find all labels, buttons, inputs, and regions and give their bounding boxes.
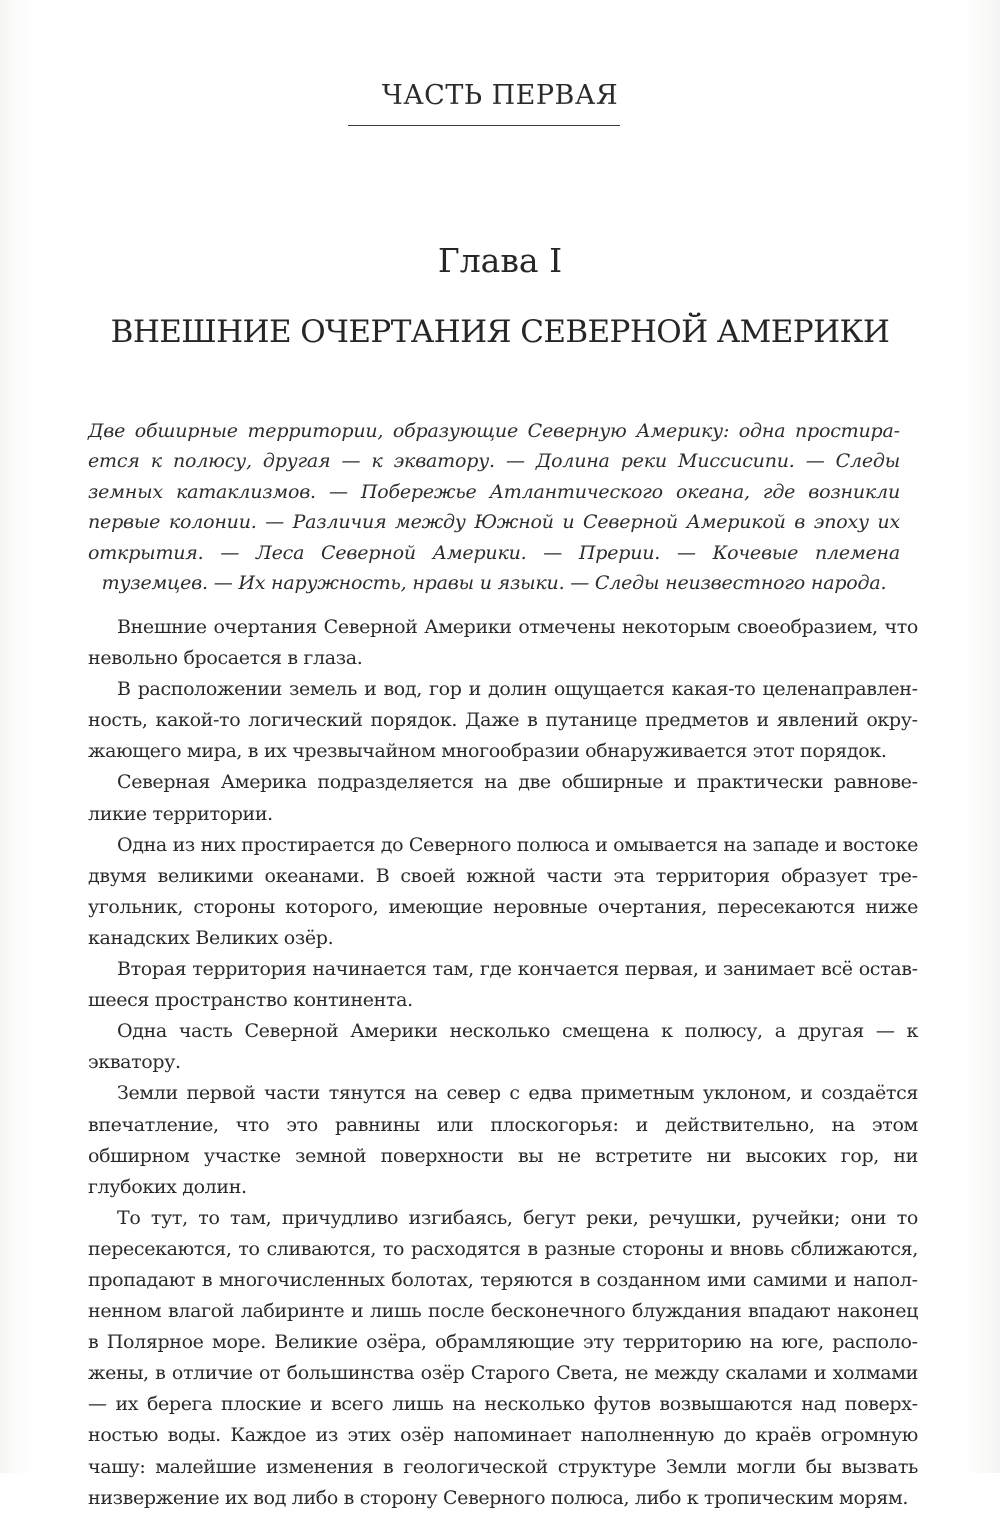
part-title: ЧАСТЬ ПЕРВАЯ	[381, 80, 619, 111]
paragraph: Северная Америка подразделяется на две обширные и практически равновеликие территории.	[88, 771, 918, 825]
paragraph: Земли первой части тянутся на север с едва приметным уклоном, и создаётся впечатление, что это равнины или плоскогорья: и действительно, на этом обширном участке земной поверхности вы не встретите ни высоких гор, ни глубоких долин.	[88, 1082, 918, 1198]
chapter-title: ВНЕШНИЕ ОЧЕРТАНИЯ СЕВЕРНОЙ АМЕРИКИ	[110, 314, 890, 350]
paragraph: Вторая территория начинается там, где кончается первая, и занимает всё оставшееся пространство континента.	[88, 958, 918, 1012]
body-text	[88, 612, 918, 1514]
paragraph: То тут, то там, причудливо изгибаясь, бегут реки, речушки, ручейки; они то пересекаются, то сливаются, то расходятся в разные стороны и вновь сближаются, пропадают в многочисленных болотах, теряются в созданном ими самими и наполненном влагой лабиринте и лишь после бесконечного блуждания впадают наконец в Полярное море. Великие озёра, обрамляющие эту территорию на юге, расположены, в отличие от большинства озёр Старого Света, не между скалами и холмами — их берега плоские и всего лишь на несколько футов возвышаются над поверхностью воды. Каждое из этих озёр напоминает наполненную до краёв огромную чашу: малейшие изменения в геологической структуре Земли могли бы вызвать низвержение их вод либо в сторону Северного полюса, либо к тропическим морям.	[88, 1206, 918, 1509]
paragraph: В расположении земель и вод, гор и долин ощущается какая-то целенаправленность, какой-то логический порядок. Даже в путанице предметов и явлений окружающего мира, в их чрезвычайном многообразии обнаруживается этот порядок.	[88, 678, 918, 763]
chapter-summary: Две обширные территории, образующие Северную Америку: одна простирается к полюсу, другая — к экватору. — Долина реки Миссисипи. — Следы земных катаклизмов. — Побережье Атлантического океана, где возникли первые колонии. — Различия между Южной и Северной Америкой в эпоху их открытия. — Леса Северной Америки. — Прерии. — Кочевые племена туземцев. — Их наружность, нравы и языки. — Следы неизвестного народа.	[88, 420, 900, 595]
chapter-number: Глава I	[437, 241, 563, 280]
paragraph: Одна из них простирается до Северного полюса и омывается на западе и востоке двумя великими океанами. В своей южной части эта территория образует треугольник, стороны которого, имеющие неровные очертания, пересекаются ниже канадских Великих озёр.	[88, 833, 918, 949]
paragraph: Одна часть Северной Америки несколько смещена к полюсу, а другая — к экватору.	[88, 1020, 918, 1074]
part-title-rule	[348, 125, 620, 126]
paragraph: Внешние очертания Северной Америки отмечены некоторым своеобразием, что невольно бросается в глаза.	[88, 616, 918, 670]
